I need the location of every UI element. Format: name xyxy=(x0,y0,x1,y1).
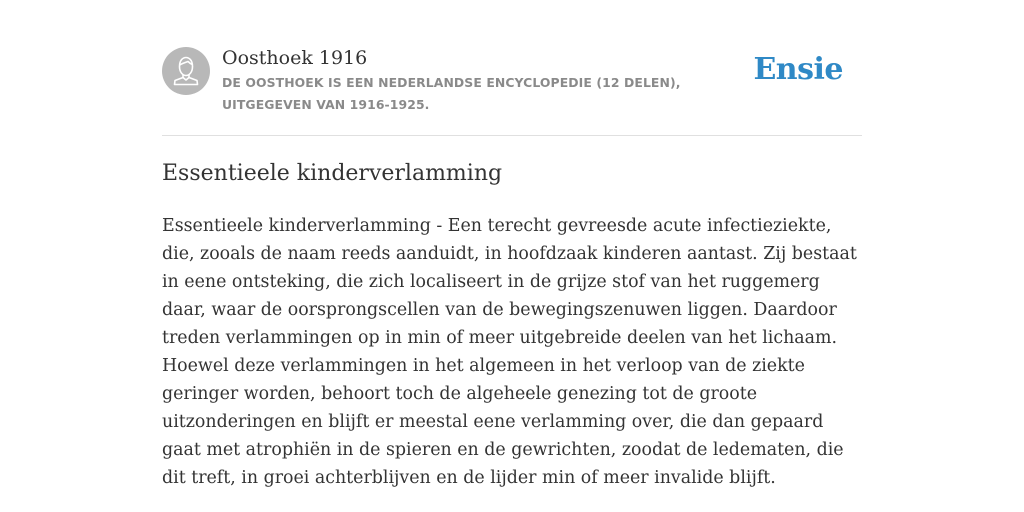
source-header xyxy=(162,46,862,136)
entry-text: Essentieele kinderverlamming - Een terecht gevreesde acute infectieziekte, die, zooals de naam reeds aanduidt, in hoofdzaak kinderen aantast. Zij bestaat in eene ontsteking, die zich localiseert in de grijze stof van het ruggemerg daar, waar de oorsprongscellen van de bewegingszenuwen liggen. Daardoor treden verlammingen op in min of meer uitgebreide deelen van het lichaam. Hoewel deze verlammingen in het algemeen in het verloop van de ziekte geringer worden, behoort toch de algeheele genezing tot de groote uitzonderingen en blijft er meestal eene verlamming over, die dan gepaard gaat met atrophiën in de spieren en de gewrichten, zoodat de ledematen, die dit treft, in groei achterblijven en de lijder min of meer invalide blijft. xyxy=(162,216,857,488)
user-icon xyxy=(162,47,210,95)
ensie-logo[interactable]: Ensie xyxy=(753,52,843,87)
entry-title: Essentieele kinderverlamming xyxy=(162,161,503,186)
avatar xyxy=(162,47,210,95)
source-info xyxy=(222,46,757,116)
source-title[interactable]: Oosthoek 1916 xyxy=(222,47,368,69)
source-description: DE OOSTHOEK IS EEN NEDERLANDSE ENCYCLOPEDIE (12 DELEN), UITGEGEVEN VAN 1916-1925. xyxy=(222,75,681,112)
divider xyxy=(162,135,862,136)
